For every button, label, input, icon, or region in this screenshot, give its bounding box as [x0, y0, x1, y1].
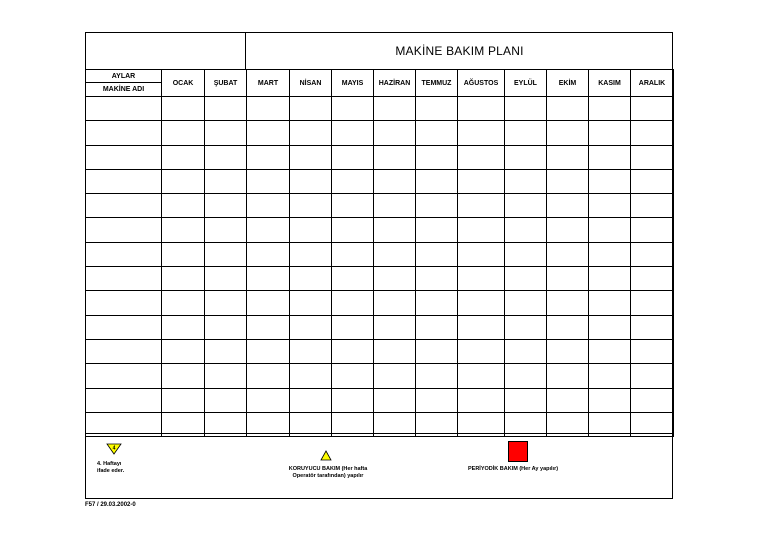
schedule-cell[interactable] [205, 267, 247, 291]
schedule-cell[interactable] [458, 218, 505, 242]
schedule-cell[interactable] [458, 121, 505, 145]
schedule-cell[interactable] [547, 97, 589, 121]
schedule-cell[interactable] [162, 169, 205, 193]
schedule-cell[interactable] [547, 242, 589, 266]
schedule-cell[interactable] [162, 291, 205, 315]
schedule-cell[interactable] [416, 97, 458, 121]
schedule-cell[interactable] [162, 339, 205, 363]
schedule-cell[interactable] [505, 388, 547, 412]
schedule-cell[interactable] [290, 169, 332, 193]
schedule-cell[interactable] [589, 364, 631, 388]
schedule-cell[interactable] [416, 121, 458, 145]
schedule-cell[interactable] [458, 339, 505, 363]
schedule-cell[interactable] [332, 364, 374, 388]
schedule-cell[interactable] [547, 169, 589, 193]
schedule-cell[interactable] [290, 121, 332, 145]
schedule-cell[interactable] [247, 291, 290, 315]
schedule-cell[interactable] [162, 218, 205, 242]
schedule-cell[interactable] [290, 218, 332, 242]
month-header: MAYIS [332, 70, 374, 97]
schedule-cell[interactable] [247, 121, 290, 145]
schedule-cell[interactable] [332, 339, 374, 363]
page-title: MAKİNE BAKIM PLANI [395, 43, 524, 58]
schedule-cell[interactable] [332, 218, 374, 242]
schedule-cell[interactable] [547, 121, 589, 145]
schedule-cell[interactable] [505, 194, 547, 218]
schedule-cell[interactable] [205, 291, 247, 315]
month-header: TEMMUZ [416, 70, 458, 97]
schedule-cell[interactable] [589, 242, 631, 266]
schedule-cell[interactable] [589, 267, 631, 291]
schedule-cell[interactable] [332, 291, 374, 315]
schedule-cell[interactable] [332, 267, 374, 291]
schedule-cell[interactable] [416, 339, 458, 363]
machine-name-cell[interactable] [86, 242, 162, 266]
schedule-cell[interactable] [505, 121, 547, 145]
schedule-cell[interactable] [547, 388, 589, 412]
schedule-cell[interactable] [589, 97, 631, 121]
schedule-cell[interactable] [162, 97, 205, 121]
schedule-cell[interactable] [205, 218, 247, 242]
schedule-cell[interactable] [374, 194, 416, 218]
schedule-cell[interactable] [631, 364, 674, 388]
schedule-cell[interactable] [290, 242, 332, 266]
warning-triangle-icon [320, 450, 332, 461]
machine-name-cell[interactable] [86, 364, 162, 388]
schedule-cell[interactable] [332, 388, 374, 412]
schedule-cell[interactable] [247, 242, 290, 266]
schedule-cell[interactable] [631, 315, 674, 339]
schedule-cell[interactable] [162, 121, 205, 145]
legend-divider [85, 433, 673, 434]
schedule-cell[interactable] [631, 388, 674, 412]
schedule-cell[interactable] [247, 339, 290, 363]
schedule-cell[interactable] [505, 364, 547, 388]
schedule-cell[interactable] [505, 145, 547, 169]
machine-name-cell[interactable] [86, 145, 162, 169]
schedule-cell[interactable] [247, 218, 290, 242]
machine-name-cell[interactable] [86, 121, 162, 145]
schedule-cell[interactable] [332, 194, 374, 218]
schedule-cell[interactable] [374, 291, 416, 315]
warning-triangle-icon [106, 443, 122, 455]
schedule-cell[interactable] [374, 218, 416, 242]
schedule-cell[interactable] [205, 388, 247, 412]
schedule-cell[interactable] [205, 97, 247, 121]
schedule-cell[interactable] [416, 218, 458, 242]
form-code: F57 / 29.03.2002-0 [85, 502, 136, 508]
month-header: ŞUBAT [205, 70, 247, 97]
legend-preventive-text: KORUYUCU BAKIM (Her hafta Operatör tarafından) yapılır [288, 466, 368, 479]
machine-name-cell[interactable] [86, 388, 162, 412]
schedule-cell[interactable] [290, 388, 332, 412]
legend-week-line1: 4. Haftayı [97, 461, 122, 467]
month-header: ARALIK [631, 70, 674, 97]
machine-name-cell[interactable] [86, 194, 162, 218]
schedule-cell[interactable] [589, 315, 631, 339]
schedule-cell[interactable] [247, 315, 290, 339]
schedule-cell[interactable] [547, 218, 589, 242]
schedule-cell[interactable] [205, 121, 247, 145]
schedule-cell[interactable] [458, 97, 505, 121]
schedule-cell[interactable] [505, 242, 547, 266]
table-row [86, 339, 674, 363]
schedule-cell[interactable] [416, 364, 458, 388]
schedule-cell[interactable] [374, 339, 416, 363]
schedule-cell[interactable] [290, 267, 332, 291]
week-number: 4 [112, 445, 116, 452]
schedule-cell[interactable] [589, 194, 631, 218]
schedule-cell[interactable] [332, 145, 374, 169]
schedule-cell[interactable] [162, 388, 205, 412]
schedule-cell[interactable] [589, 218, 631, 242]
schedule-cell[interactable] [162, 145, 205, 169]
schedule-cell[interactable] [589, 388, 631, 412]
machine-name-cell[interactable] [86, 97, 162, 121]
table-row [86, 218, 674, 242]
month-header: HAZİRAN [374, 70, 416, 97]
schedule-cell[interactable] [205, 194, 247, 218]
machine-name-cell[interactable] [86, 291, 162, 315]
schedule-cell[interactable] [631, 169, 674, 193]
header-blank-cell [85, 32, 246, 69]
legend-periodic-text: PERİYODİK BAKIM (Her Ay yapılır) [468, 466, 559, 472]
schedule-cell[interactable] [247, 97, 290, 121]
machine-name-cell[interactable] [86, 339, 162, 363]
table-row [86, 242, 674, 266]
schedule-cell[interactable] [505, 291, 547, 315]
maintenance-grid [85, 69, 674, 437]
schedule-cell[interactable] [631, 194, 674, 218]
schedule-cell[interactable] [416, 267, 458, 291]
schedule-cell[interactable] [631, 242, 674, 266]
schedule-cell[interactable] [332, 242, 374, 266]
schedule-cell[interactable] [505, 339, 547, 363]
schedule-cell[interactable] [547, 315, 589, 339]
schedule-cell[interactable] [205, 242, 247, 266]
schedule-cell[interactable] [205, 364, 247, 388]
schedule-cell[interactable] [505, 218, 547, 242]
schedule-cell[interactable] [205, 169, 247, 193]
table-row [86, 169, 674, 193]
month-header: EKİM [547, 70, 589, 97]
schedule-cell[interactable] [505, 267, 547, 291]
schedule-cell[interactable] [416, 194, 458, 218]
table-row [86, 388, 674, 412]
schedule-cell[interactable] [332, 169, 374, 193]
month-header: OCAK [162, 70, 205, 97]
schedule-cell[interactable] [631, 291, 674, 315]
month-header: NİSAN [290, 70, 332, 97]
aylar-makine-header [86, 70, 162, 97]
table-row [86, 145, 674, 169]
schedule-cell[interactable] [290, 339, 332, 363]
schedule-cell[interactable] [589, 339, 631, 363]
machine-name-cell[interactable] [86, 169, 162, 193]
schedule-cell[interactable] [458, 364, 505, 388]
schedule-cell[interactable] [162, 194, 205, 218]
schedule-cell[interactable] [247, 169, 290, 193]
schedule-cell[interactable] [162, 242, 205, 266]
schedule-cell[interactable] [547, 291, 589, 315]
schedule-cell[interactable] [205, 339, 247, 363]
schedule-cell[interactable] [416, 242, 458, 266]
schedule-cell[interactable] [290, 364, 332, 388]
schedule-cell[interactable] [332, 315, 374, 339]
schedule-cell[interactable] [631, 339, 674, 363]
schedule-cell[interactable] [416, 291, 458, 315]
schedule-cell[interactable] [374, 267, 416, 291]
schedule-cell[interactable] [547, 267, 589, 291]
schedule-cell[interactable] [458, 267, 505, 291]
schedule-cell[interactable] [505, 315, 547, 339]
red-square-icon [508, 441, 528, 462]
schedule-cell[interactable] [416, 315, 458, 339]
schedule-cell[interactable] [458, 315, 505, 339]
schedule-cell[interactable] [589, 169, 631, 193]
schedule-cell[interactable] [162, 315, 205, 339]
schedule-cell[interactable] [374, 145, 416, 169]
schedule-cell[interactable] [458, 291, 505, 315]
schedule-cell[interactable] [290, 194, 332, 218]
schedule-cell[interactable] [332, 121, 374, 145]
schedule-cell[interactable] [374, 364, 416, 388]
schedule-cell[interactable] [374, 242, 416, 266]
table-row [86, 315, 674, 339]
schedule-cell[interactable] [290, 315, 332, 339]
month-header: MART [247, 70, 290, 97]
schedule-cell[interactable] [416, 388, 458, 412]
schedule-cell[interactable] [374, 121, 416, 145]
schedule-cell[interactable] [458, 145, 505, 169]
header-row [86, 70, 674, 97]
schedule-cell[interactable] [374, 315, 416, 339]
schedule-cell[interactable] [247, 145, 290, 169]
schedule-cell[interactable] [458, 194, 505, 218]
legend-week-text [97, 461, 147, 475]
schedule-cell[interactable] [458, 388, 505, 412]
schedule-cell[interactable] [247, 388, 290, 412]
aylar-label: AYLAR [86, 70, 161, 83]
month-header: AĞUSTOS [458, 70, 505, 97]
schedule-cell[interactable] [205, 315, 247, 339]
schedule-cell[interactable] [247, 364, 290, 388]
schedule-cell[interactable] [631, 145, 674, 169]
schedule-cell[interactable] [374, 169, 416, 193]
schedule-cell[interactable] [374, 388, 416, 412]
schedule-cell[interactable] [589, 121, 631, 145]
machine-name-cell[interactable] [86, 315, 162, 339]
schedule-cell[interactable] [290, 145, 332, 169]
table-row [86, 291, 674, 315]
table-row [86, 364, 674, 388]
schedule-cell[interactable] [589, 145, 631, 169]
schedule-cell[interactable] [547, 194, 589, 218]
schedule-cell[interactable] [547, 339, 589, 363]
schedule-cell[interactable] [416, 169, 458, 193]
table-row [86, 121, 674, 145]
schedule-cell[interactable] [162, 364, 205, 388]
schedule-cell[interactable] [416, 145, 458, 169]
legend-week-line2: ifade eder. [97, 468, 125, 474]
table-row [86, 194, 674, 218]
schedule-cell[interactable] [631, 121, 674, 145]
schedule-cell[interactable] [374, 97, 416, 121]
schedule-cell[interactable] [247, 194, 290, 218]
schedule-cell[interactable] [290, 291, 332, 315]
schedule-cell[interactable] [205, 145, 247, 169]
schedule-cell[interactable] [505, 97, 547, 121]
makine-adi-label: MAKİNE ADI [102, 86, 145, 93]
schedule-cell[interactable] [247, 267, 290, 291]
month-header: KASIM [589, 70, 631, 97]
schedule-cell[interactable] [631, 218, 674, 242]
machine-name-cell[interactable] [86, 267, 162, 291]
schedule-cell[interactable] [162, 267, 205, 291]
schedule-cell[interactable] [458, 242, 505, 266]
schedule-cell[interactable] [589, 291, 631, 315]
schedule-cell[interactable] [505, 169, 547, 193]
schedule-cell[interactable] [458, 169, 505, 193]
month-header: EYLÜL [505, 70, 547, 97]
schedule-cell[interactable] [547, 364, 589, 388]
schedule-cell[interactable] [332, 97, 374, 121]
table-row [86, 267, 674, 291]
schedule-cell[interactable] [631, 267, 674, 291]
schedule-cell[interactable] [631, 97, 674, 121]
schedule-cell[interactable] [547, 145, 589, 169]
machine-name-cell[interactable] [86, 218, 162, 242]
schedule-cell[interactable] [290, 97, 332, 121]
table-row [86, 97, 674, 121]
